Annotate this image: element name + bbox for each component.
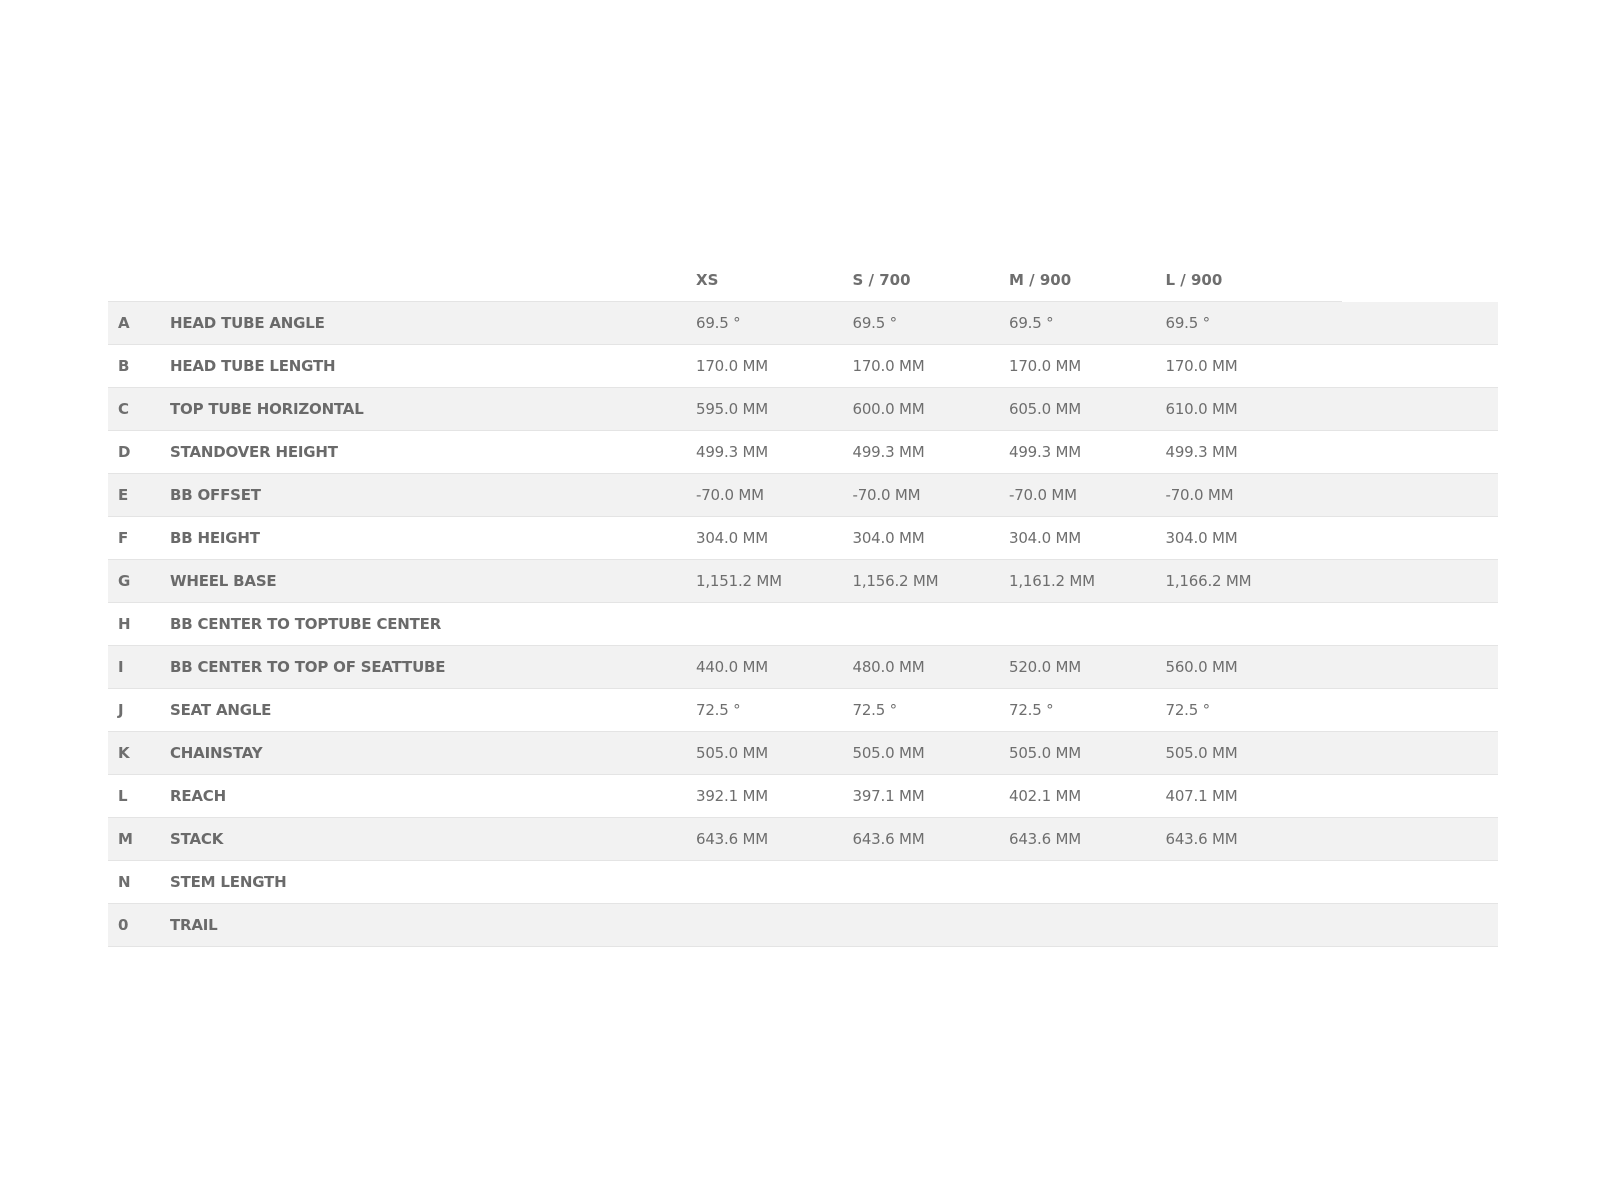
row-measurement-name: STEM LENGTH [170,861,696,904]
row-measurement-name: STANDOVER HEIGHT [170,431,696,474]
row-value-s: 480.0 MM [853,646,1010,689]
row-measurement-name: BB HEIGHT [170,517,696,560]
row-value-l [1166,904,1342,947]
row-spacer [1342,732,1499,775]
row-value-s: 397.1 MM [853,775,1010,818]
table-row [108,345,1498,388]
row-spacer [1342,775,1499,818]
table-row [108,689,1498,732]
row-value-l: 505.0 MM [1166,732,1342,775]
header-name-cell [170,258,696,302]
row-value-l: 72.5 ° [1166,689,1342,732]
row-letter: G [108,560,170,603]
row-value-s: 72.5 ° [853,689,1010,732]
row-spacer [1342,388,1499,431]
row-value-xs: 69.5 ° [696,302,853,345]
row-value-m [1009,603,1166,646]
row-spacer [1342,603,1499,646]
row-value-xs [696,904,853,947]
row-value-m: 402.1 MM [1009,775,1166,818]
row-value-m: 605.0 MM [1009,388,1166,431]
row-spacer [1342,431,1499,474]
row-value-xs: 170.0 MM [696,345,853,388]
table-row [108,603,1498,646]
row-value-m: 72.5 ° [1009,689,1166,732]
row-letter: L [108,775,170,818]
header-size-s: S / 700 [853,258,1010,302]
row-value-s: 170.0 MM [853,345,1010,388]
row-value-l: 304.0 MM [1166,517,1342,560]
row-value-xs: 1,151.2 MM [696,560,853,603]
row-value-s: 1,156.2 MM [853,560,1010,603]
table-row [108,732,1498,775]
row-letter: D [108,431,170,474]
table-body [108,302,1498,947]
row-value-m: 520.0 MM [1009,646,1166,689]
row-value-xs [696,603,853,646]
row-value-m: 1,161.2 MM [1009,560,1166,603]
row-value-s [853,603,1010,646]
table-row [108,861,1498,904]
row-letter: C [108,388,170,431]
row-value-m: 643.6 MM [1009,818,1166,861]
row-value-s: 69.5 ° [853,302,1010,345]
table-row [108,302,1498,345]
row-value-m: 69.5 ° [1009,302,1166,345]
row-measurement-name: HEAD TUBE LENGTH [170,345,696,388]
row-spacer [1342,345,1499,388]
row-measurement-name: REACH [170,775,696,818]
row-spacer [1342,302,1499,345]
row-spacer [1342,560,1499,603]
row-letter: B [108,345,170,388]
header-size-m: M / 900 [1009,258,1166,302]
row-measurement-name: STACK [170,818,696,861]
row-spacer [1342,818,1499,861]
row-value-l: 610.0 MM [1166,388,1342,431]
table-row [108,775,1498,818]
table-row [108,474,1498,517]
row-value-l: 407.1 MM [1166,775,1342,818]
row-value-l: 1,166.2 MM [1166,560,1342,603]
geometry-table [108,258,1498,947]
geometry-table-container [108,258,1498,947]
row-letter: J [108,689,170,732]
row-value-s [853,861,1010,904]
row-value-m [1009,861,1166,904]
row-measurement-name: TOP TUBE HORIZONTAL [170,388,696,431]
row-value-m: 170.0 MM [1009,345,1166,388]
table-row [108,517,1498,560]
row-measurement-name: SEAT ANGLE [170,689,696,732]
table-row [108,818,1498,861]
row-letter: H [108,603,170,646]
row-value-xs: -70.0 MM [696,474,853,517]
row-spacer [1342,517,1499,560]
row-spacer [1342,904,1499,947]
row-value-l: 560.0 MM [1166,646,1342,689]
row-value-xs: 72.5 ° [696,689,853,732]
row-value-l: 69.5 ° [1166,302,1342,345]
row-value-s: -70.0 MM [853,474,1010,517]
row-value-s: 505.0 MM [853,732,1010,775]
row-spacer [1342,474,1499,517]
row-value-xs [696,861,853,904]
row-letter: 0 [108,904,170,947]
row-letter: N [108,861,170,904]
table-row [108,431,1498,474]
row-value-l [1166,861,1342,904]
header-size-xs: XS [696,258,853,302]
row-value-xs: 392.1 MM [696,775,853,818]
row-value-s: 304.0 MM [853,517,1010,560]
row-value-xs: 440.0 MM [696,646,853,689]
table-header-row [108,258,1498,302]
row-value-xs: 643.6 MM [696,818,853,861]
row-letter: A [108,302,170,345]
row-letter: E [108,474,170,517]
row-spacer [1342,689,1499,732]
row-measurement-name: TRAIL [170,904,696,947]
row-value-xs: 304.0 MM [696,517,853,560]
table-row [108,904,1498,947]
row-value-s: 600.0 MM [853,388,1010,431]
row-letter: M [108,818,170,861]
row-value-m: 505.0 MM [1009,732,1166,775]
row-value-l: -70.0 MM [1166,474,1342,517]
table-row [108,560,1498,603]
row-letter: I [108,646,170,689]
row-spacer [1342,861,1499,904]
row-value-m: -70.0 MM [1009,474,1166,517]
row-value-l [1166,603,1342,646]
row-measurement-name: BB OFFSET [170,474,696,517]
row-measurement-name: BB CENTER TO TOPTUBE CENTER [170,603,696,646]
row-value-l: 499.3 MM [1166,431,1342,474]
row-measurement-name: WHEEL BASE [170,560,696,603]
row-value-s: 499.3 MM [853,431,1010,474]
row-value-m [1009,904,1166,947]
row-value-s: 643.6 MM [853,818,1010,861]
row-value-s [853,904,1010,947]
row-measurement-name: BB CENTER TO TOP OF SEATTUBE [170,646,696,689]
row-value-m: 499.3 MM [1009,431,1166,474]
row-value-xs: 505.0 MM [696,732,853,775]
row-value-l: 170.0 MM [1166,345,1342,388]
table-row [108,646,1498,689]
header-letter-cell [108,258,170,302]
row-measurement-name: HEAD TUBE ANGLE [170,302,696,345]
row-measurement-name: CHAINSTAY [170,732,696,775]
table-row [108,388,1498,431]
row-letter: K [108,732,170,775]
row-letter: F [108,517,170,560]
row-value-m: 304.0 MM [1009,517,1166,560]
row-value-l: 643.6 MM [1166,818,1342,861]
header-size-l: L / 900 [1166,258,1342,302]
row-value-xs: 499.3 MM [696,431,853,474]
row-value-xs: 595.0 MM [696,388,853,431]
row-spacer [1342,646,1499,689]
